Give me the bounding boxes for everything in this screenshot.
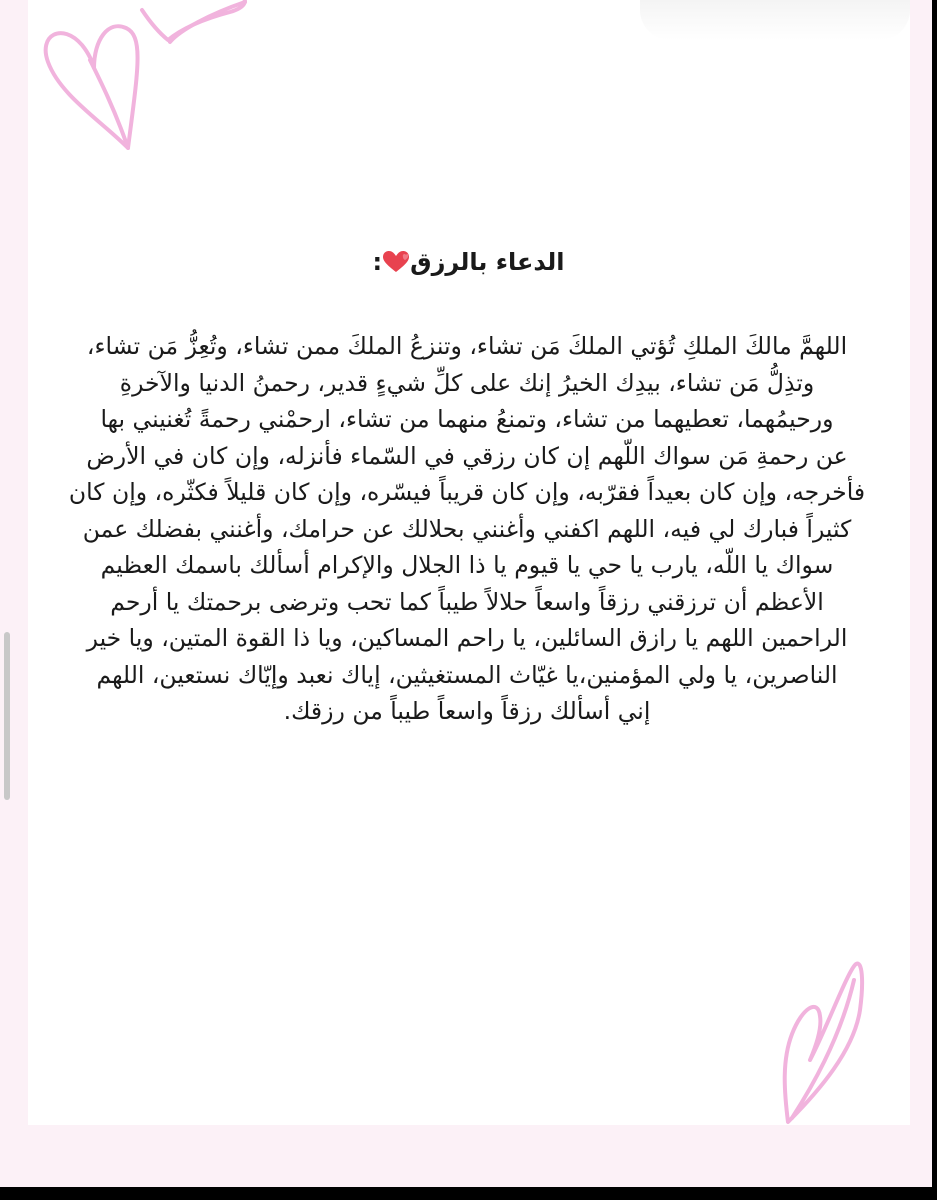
dua-text bbox=[6, 328, 928, 730]
text-line: ورحيمُهما، تعطيهما من تشاء، وتمنعُ منهما من تشاء، ارحمْني رحمةً تُغنيني بها bbox=[100, 405, 834, 433]
text-line: الناصرين، يا ولي المؤمنين،يا غيّاث المستغيثين، إياك نعبد وإيّاك نستعين، اللهم bbox=[96, 660, 838, 689]
text-line: سواك يا اللّه، يارب يا حي يا قيوم يا ذا الجلال والإكرام أسألك باسمك العظيم bbox=[100, 551, 834, 579]
text-line: الأعظم أن ترزقني رزقاً واسعاً حلالاً طيباً كما تحب وترضى برحمتك يا أرحم bbox=[110, 587, 824, 616]
right-edge-bar bbox=[932, 0, 937, 1200]
page-title bbox=[0, 248, 937, 279]
text-line: كثيراً فبارك لي فيه، اللهم اكفني وأغنني بحلالك عن حرامك، وأغنني بفضلك عمن bbox=[82, 514, 852, 543]
two-hearts-icon bbox=[383, 251, 409, 279]
text-line: الراحمين اللهم يا رازق السائلين، يا راحم المساكين، ويا ذا القوة المتين، ويا خير bbox=[86, 624, 848, 652]
text-line: اللهمَّ مالكَ الملكِ تُؤتي الملكَ مَن تشاء، وتنزعُ الملكَ ممن تشاء، وتُعِزُّ مَن تشاء، bbox=[86, 332, 848, 360]
top-shadow bbox=[640, 0, 910, 40]
heart-doodle-icon bbox=[770, 950, 880, 1130]
title-text: الدعاء بالرزق bbox=[410, 248, 565, 276]
text-line: إني أسألك رزقاً واسعاً طيباً من رزقك. bbox=[283, 697, 651, 725]
text-line: وتذِلُّ مَن تشاء، بيدِك الخيرُ إنك على كلِّ شيءٍ قدير، رحمنُ الدنيا والآخرةِ bbox=[119, 368, 815, 397]
text-line: عن رحمةِ مَن سواك اللّهم إن كان رزقي في السّماء فأنزله، وإن كان في الأرض bbox=[86, 441, 848, 470]
hearts-doodle-icon bbox=[30, 0, 250, 160]
bottom-edge-bar bbox=[0, 1187, 937, 1200]
scrollbar-thumb[interactable] bbox=[4, 632, 10, 800]
title-colon: : bbox=[372, 248, 383, 276]
text-line: فأخرجه، وإن كان بعيداً فقرّبه، وإن كان قريباً فيسّره، وإن كان قليلاً فكثّره، وإن كان bbox=[68, 478, 866, 506]
